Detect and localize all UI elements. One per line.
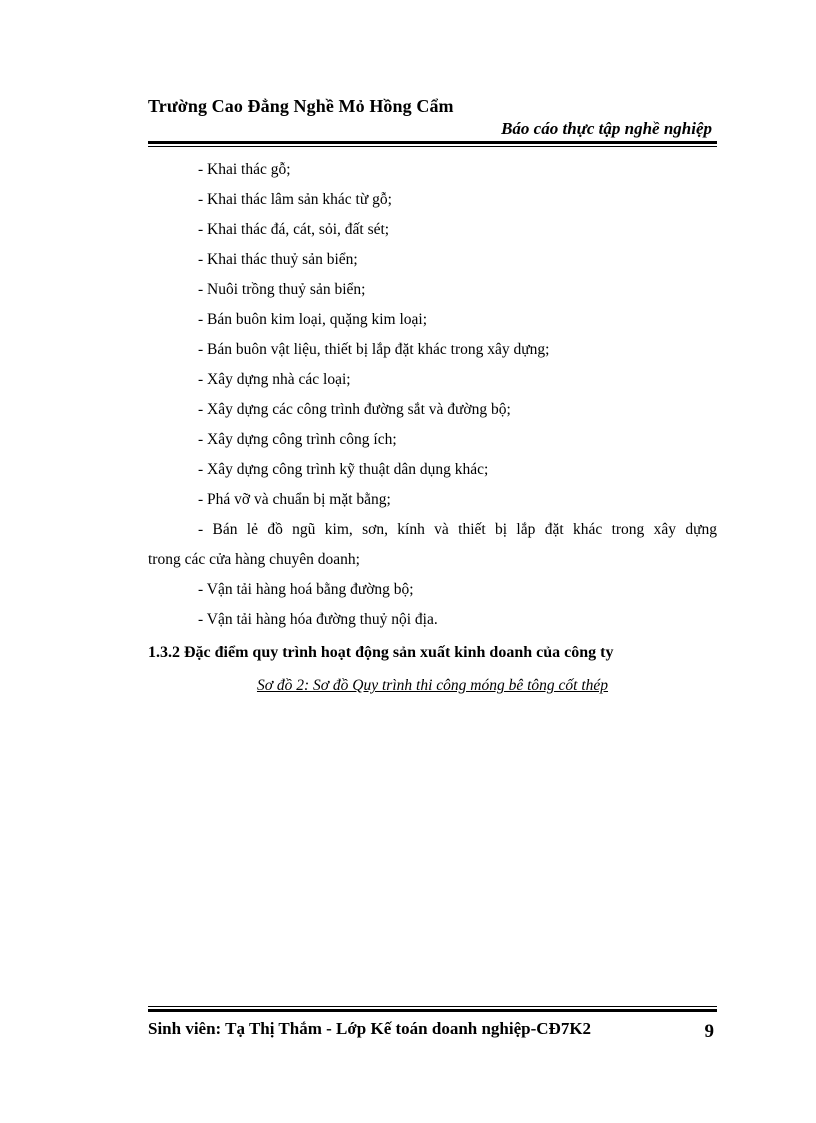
student-info: Sinh viên: Tạ Thị Thắm - Lớp Kế toán doanh nghiệp-CĐ7K2 <box>148 1019 592 1038</box>
header-rule-thick <box>148 141 717 144</box>
list-item: - Xây dựng công trình kỹ thuật dân dụng khác; <box>198 461 489 478</box>
list-item: - Vận tải hàng hoá bằng đường bộ; <box>198 581 414 598</box>
school-name: Trường Cao Đẳng Nghề Mỏ Hồng Cẩm <box>148 96 454 116</box>
footer-rule-thick <box>148 1009 717 1012</box>
report-title: Báo cáo thực tập nghề nghiệp <box>501 119 712 138</box>
list-item: - Khai thác đá, cát, sỏi, đất sét; <box>198 221 390 238</box>
list-item: - Khai thác gỗ; <box>198 161 291 178</box>
list-item: - Bán buôn vật liệu, thiết bị lắp đặt khác trong xây dựng; <box>198 341 550 358</box>
list-item: - Xây dựng công trình công ích; <box>198 431 397 448</box>
header-rule-thin <box>148 146 717 147</box>
list-item: - Nuôi trồng thuỷ sản biển; <box>198 281 366 298</box>
page-number: 9 <box>704 1021 714 1042</box>
list-item: - Khai thác thuỷ sản biển; <box>198 251 358 268</box>
list-item: - Phá vỡ và chuẩn bị mặt bằng; <box>198 491 391 508</box>
diagram-caption: Sơ đồ 2: Sơ đồ Quy trình thi công móng bê tông cốt thép <box>256 677 609 694</box>
section-heading: 1.3.2 Đặc điểm quy trình hoạt động sản xuất kinh doanh của công ty <box>148 644 614 661</box>
list-item: - Xây dựng các công trình đường sắt và đường bộ; <box>198 401 511 418</box>
document-body <box>148 155 717 701</box>
list-item: - Bán buôn kim loại, quặng kim loại; <box>198 311 428 328</box>
list-item: - Vận tải hàng hóa đường thuỷ nội địa. <box>198 611 438 628</box>
footer-rule-thin <box>148 1006 717 1007</box>
list-item: - Khai thác lâm sản khác từ gỗ; <box>198 191 392 208</box>
list-item-retail: - Bán lẻ đồ ngũ kim, sơn, kính và thiết bị lắp đặt khác trong xây dựng <box>198 521 717 538</box>
list-item: - Xây dựng nhà các loại; <box>198 371 351 388</box>
list-item-retail-continued: trong các cửa hàng chuyên doanh; <box>148 551 360 568</box>
